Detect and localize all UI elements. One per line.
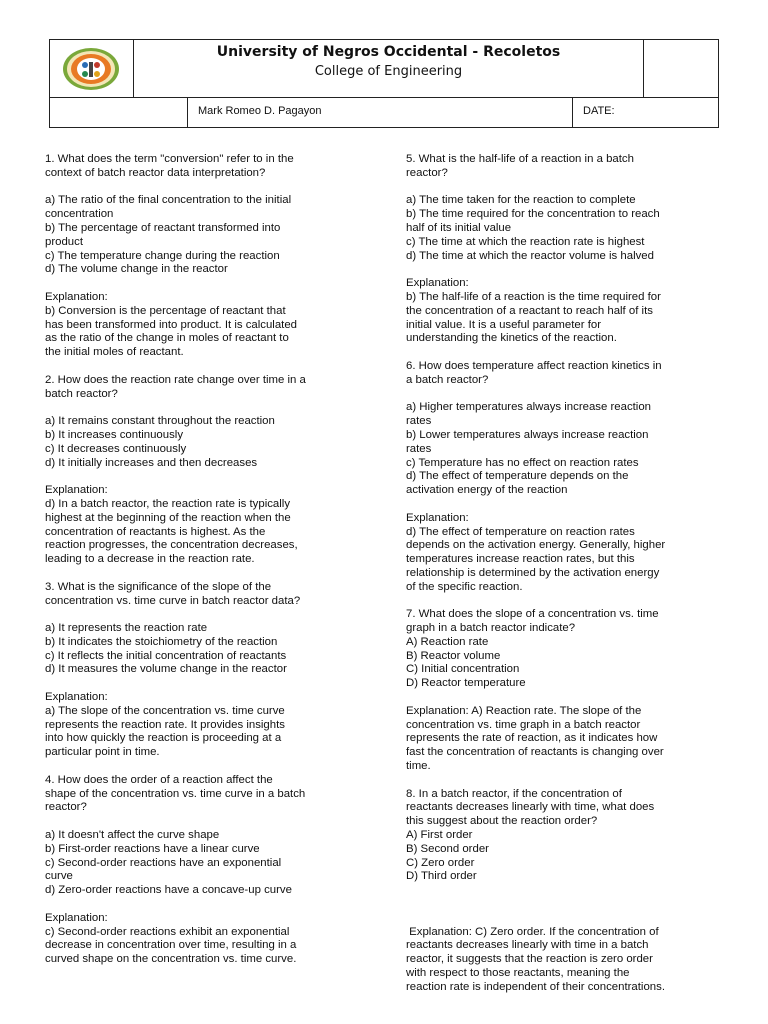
left-column (45, 153, 367, 967)
question-6-options: a) Higher temperatures always increase reaction rates b) Lower temperatures always increase reaction rates c) Temperature has no effect on reaction rates d) The effect of temperature depends on the activation energy of the reaction (406, 401, 652, 497)
question-3-explanation: Explanation: a) The slope of the concentration vs. time curve represents the reaction rate. It provides insights into how quickly the reaction is proceeding at a particular point in time. (45, 691, 285, 759)
question-5-explanation: Explanation: b) The half-life of a reaction is the time required for the concentration of a reactant to reach half of its initial value. It is a useful parameter for understanding the kinetics of the reaction. (406, 277, 661, 345)
university-seal-icon (61, 46, 121, 92)
question-3: 3. What is the significance of the slope of the concentration vs. time curve in batch reactor data? (45, 580, 301, 607)
question-6-explanation: Explanation: d) The effect of temperature on reaction rates depends on the activation energy. Generally, higher temperatures increase reaction rates, but this relationship is determined by the activation energy of the specific reaction. (406, 511, 666, 593)
question-4: 4. How does the order of a reaction affect the shape of the concentration vs. time curve in a batch reactor? (45, 773, 306, 814)
question-7: 7. What does the slope of a concentration vs. time graph in a batch reactor indicate? A) Reaction rate B) Reactor volume C) Initial concentration D) Reactor temperature (406, 608, 659, 690)
question-1: 1. What does the term "conversion" refer to in the context of batch reactor data interpretation? (45, 153, 294, 179)
college-name: College of Engineering (314, 64, 463, 79)
date-label: DATE: (583, 105, 615, 117)
question-7-explanation: Explanation: A) Reaction rate. The slope of the concentration vs. time graph in a batch reactor represents the rate of reaction, as it indicates how fast the concentration of reactants is changing over time. (406, 704, 664, 773)
question-6: 6. How does temperature affect reaction kinetics in a batch reactor? (406, 359, 662, 386)
university-name: University of Negros Occidental - Recoletos (216, 44, 561, 60)
question-2-options: a) It remains constant throughout the reaction b) It increases continuously c) It decreases continuously d) It initially increases and then decreases (45, 415, 275, 469)
question-2: 2. How does the reaction rate change over time in a batch reactor? (45, 373, 306, 400)
question-1-options: a) The ratio of the final concentration to the initial concentration b) The percentage of reactant transformed into product c) The temperature change during the reaction d) The volume change in the reactor (45, 194, 292, 276)
question-5: 5. What is the half-life of a reaction in a batch reactor? (406, 153, 634, 179)
question-8: 8. In a batch reactor, if the concentration of reactants decreases linearly with time, what does this suggest about the reaction order? A) First order B) Second order C) Zero order D) Third order (406, 787, 655, 883)
title-cell (134, 40, 644, 98)
question-4-options: a) It doesn't affect the curve shape b) First-order reactions have a linear curve c) Second-order reactions have an exponential curve d) Zero-order reactions have a concave-up curve (45, 829, 292, 897)
question-2-explanation: Explanation: d) In a batch reactor, the reaction rate is typically highest at the beginning of the reaction when the concentration of reactants is highest. As the reaction progresses, the concentration decreases, leading to a decrease in the reaction rate. (45, 484, 298, 566)
student-name: Mark Romeo D. Pagayon (188, 98, 573, 127)
question-8-explanation: Explanation: C) Zero order. If the concentration of reactants decreases linearly with time in a batch reactor, it suggests that the reaction is zero order with respect to those reactants, meaning the reaction rate is independent of their concentrations. (406, 925, 665, 993)
document-header (49, 39, 719, 128)
right-column (406, 153, 728, 1022)
logo-cell (50, 40, 134, 98)
empty-cell (50, 98, 188, 127)
question-4-explanation: Explanation: c) Second-order reactions exhibit an exponential decrease in concentration over time, resulting in a curved shape on the concentration vs. time curve. (45, 911, 297, 966)
question-5-options: a) The time taken for the reaction to complete b) The time required for the concentration to reach half of its initial value c) The time at which the reaction rate is highest d) The time at which the reactor volume is halved (406, 194, 660, 262)
question-1-explanation: Explanation: b) Conversion is the percentage of reactant that has been transformed into product. It is calculated as the ratio of the change in moles of reactant to the initial moles of reactant. (45, 290, 298, 359)
question-3-options: a) It represents the reaction rate b) It indicates the stoichiometry of the reaction c) It reflects the initial concentration of reactants d) It measures the volume change in the reactor (45, 622, 287, 676)
blank-cell (644, 40, 718, 98)
